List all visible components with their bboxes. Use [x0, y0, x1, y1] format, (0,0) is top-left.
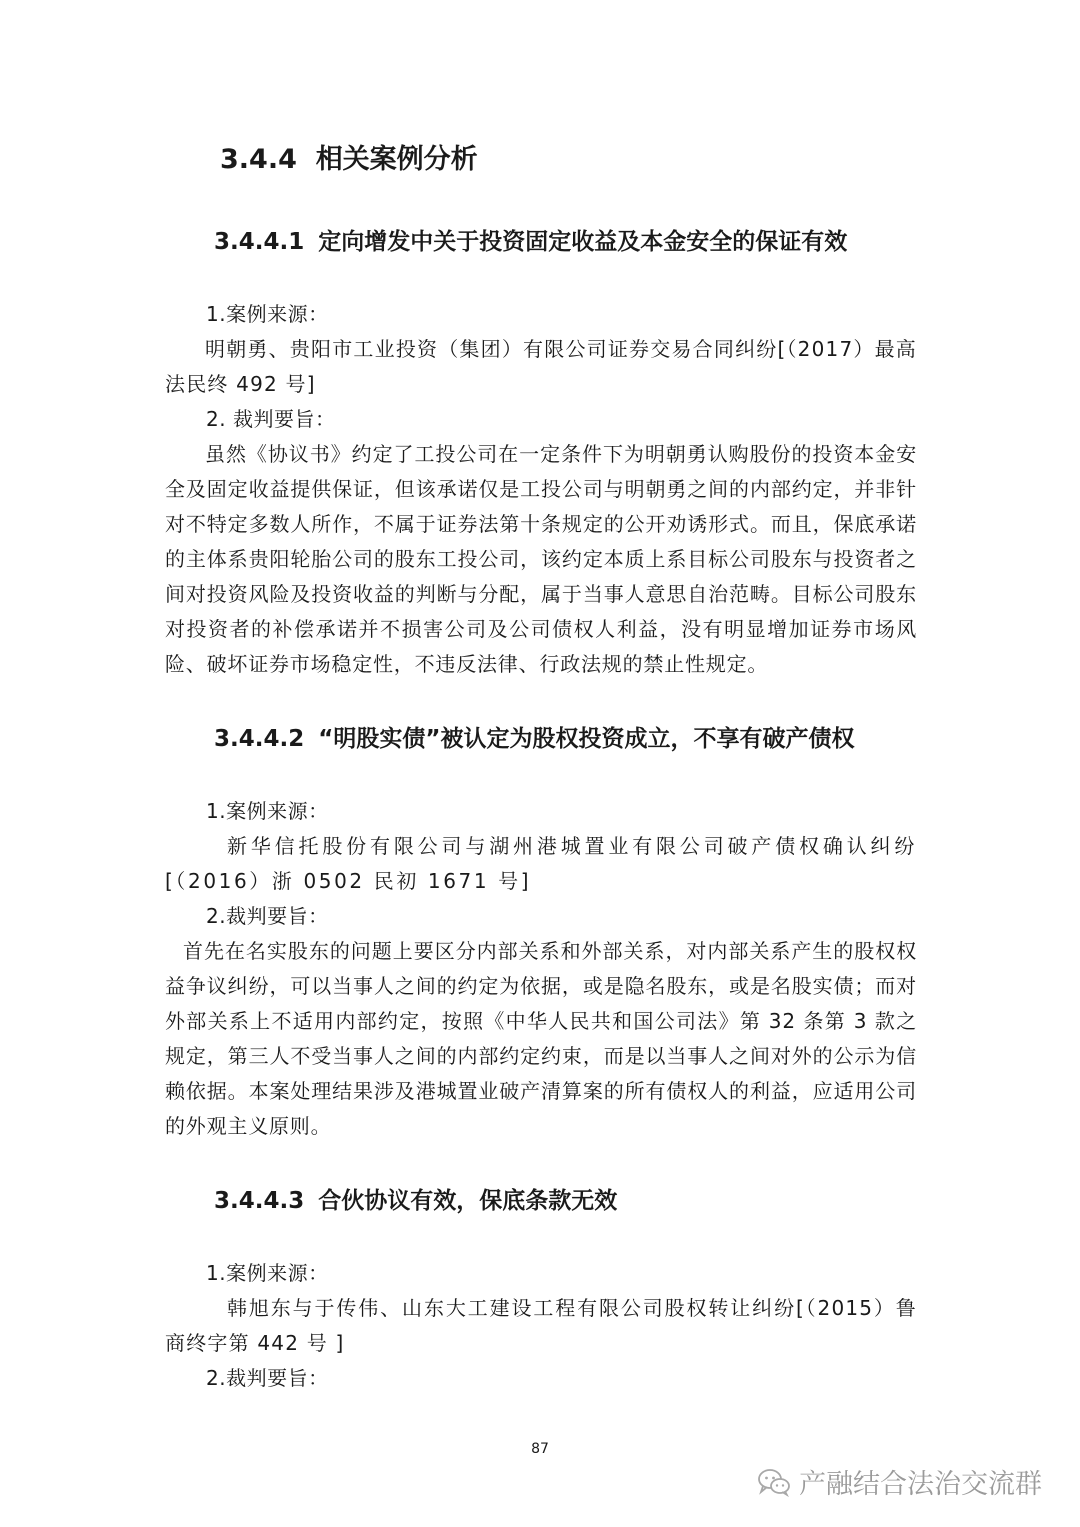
case-2-source-text: 新华信托股份有限公司与湖州港城置业有限公司破产债权确认纠纷[（2016）浙 0502 民初 1671 号]: [165, 834, 917, 893]
watermark: [757, 1462, 1042, 1501]
watermark-text: 产融结合法治交流群: [799, 1469, 1042, 1500]
case-1-source-label: 1.案例来源：: [206, 302, 329, 326]
case-2-gist-text: 首先在名实股东的问题上要区分内部关系和外部关系，对内部关系产生的股权权益争议纠纷，可以当事人之间的约定为依据，或是隐名股东，或是名股实债；而对外部关系上不适用内部约定，按照《中华人民共和国公司法》第 32 条第 3 款之规定，第三人不受当事人之间的内部约定约束，而是以当事人之间对外的公示为信赖依据。本案处理结果涉及港城置业破产清算案的所有债权人的利益，应适用公司的外观主义原则。: [165, 939, 917, 1138]
section-heading: [220, 138, 478, 182]
case-1-gist-text: 虽然《协议书》约定了工投公司在一定条件下为明朝勇认购股份的投资本金安全及固定收益提供保证，但该承诺仅是工投公司与明朝勇之间的内部约定，并非针对不特定多数人所作，不属于证券法第十条规定的公开劝诱形式。而且，保底承诺的主体系贵阳轮胎公司的股东工投公司，该约定本质上系目标公司股东与投资者之间对投资风险及投资收益的判断与分配，属于当事人意思自治范畴。目标公司股东对投资者的补偿承诺并不损害公司及公司债权人利益，没有明显增加证券市场风险、破坏证券市场稳定性，不违反法律、行政法规的禁止性规定。: [165, 442, 917, 676]
case-2-number: 3.4.4.2: [214, 726, 305, 752]
case-1-number: 3.4.4.1: [214, 229, 305, 255]
case-3-source-text: 韩旭东与于传伟、山东大工建设工程有限公司股权转让纠纷[（2015）鲁商终字第 442 号 ]: [165, 1296, 917, 1355]
case-1-title: 定向增发中关于投资固定收益及本金安全的保证有效: [318, 229, 848, 255]
case-1-source-text: 明朝勇、贵阳市工业投资（集团）有限公司证券交易合同纠纷[（2017）最高法民终 492 号]: [165, 337, 917, 396]
case-2-heading: [214, 719, 854, 759]
case-3-title: 合伙协议有效，保底条款无效: [318, 1188, 618, 1214]
case-2-source-label: 1.案例来源：: [206, 799, 329, 823]
section-title: 相关案例分析: [315, 144, 478, 175]
page-number: 87: [531, 1441, 549, 1457]
case-2-title: “明股实债”被认定为股权投资成立，不享有破产债权: [318, 726, 855, 752]
case-1-gist-label: 2. 裁判要旨：: [206, 407, 336, 431]
case-3-source-label: 1.案例来源：: [206, 1261, 329, 1285]
section-number: 3.4.4: [220, 144, 297, 175]
wechat-icon: [757, 1467, 791, 1497]
case-3-heading: [214, 1181, 617, 1221]
case-1-heading: [214, 222, 847, 262]
case-3-number: 3.4.4.3: [214, 1188, 305, 1214]
case-3-gist-label: 2.裁判要旨：: [206, 1366, 329, 1390]
case-2-gist-label: 2.裁判要旨：: [206, 904, 329, 928]
